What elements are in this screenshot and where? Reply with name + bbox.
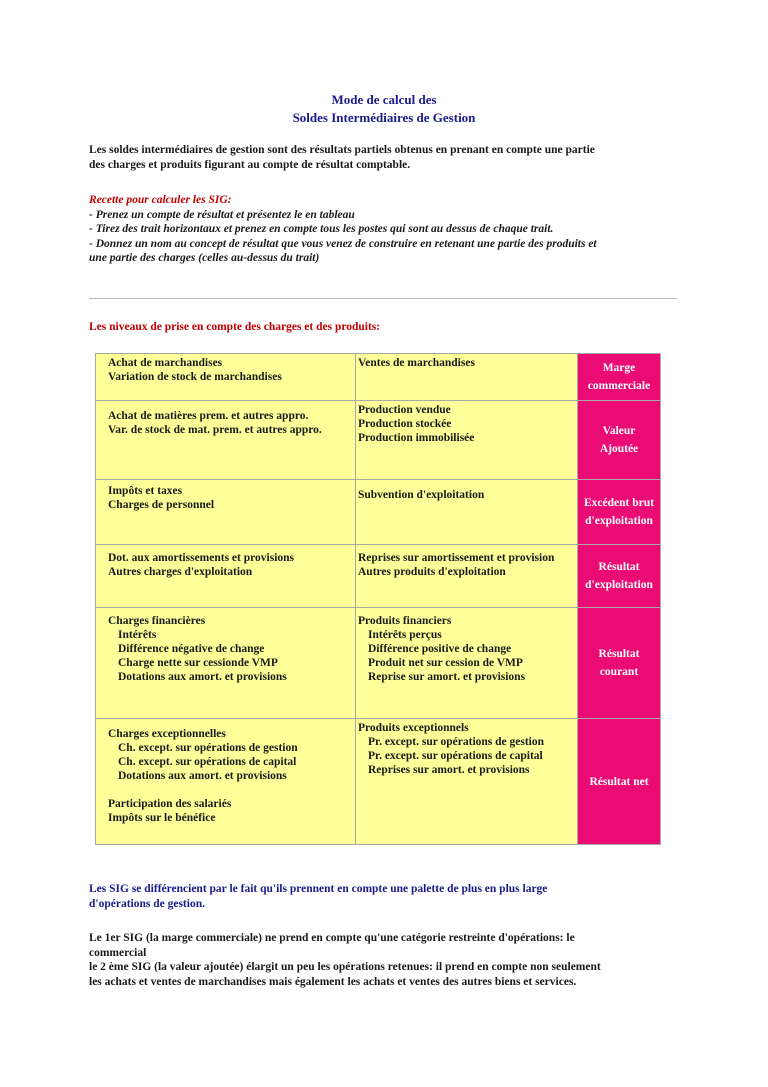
- produit-item: Ventes de marchandises: [358, 357, 475, 369]
- produit-item: Différence positive de change: [368, 643, 512, 655]
- recette-step: - Donnez un nom au concept de résultat que vous venez de construire en retenant une partie des produits et: [89, 237, 597, 250]
- produit-item: Intérêts perçus: [368, 629, 442, 641]
- produit-heading: Produits exceptionnels: [358, 722, 469, 734]
- produit-item: Pr. except. sur opérations de capital: [368, 750, 543, 762]
- produit-item: Reprises sur amort. et provisions: [368, 764, 530, 776]
- result-label: Résultat net: [589, 775, 649, 788]
- charges-cell: [96, 545, 356, 608]
- intro-paragraph: [89, 143, 689, 172]
- recette-block: [89, 193, 689, 266]
- result-cell-valeur: [578, 401, 661, 480]
- result-cell-net: [578, 719, 661, 845]
- produit-heading: Produits financiers: [358, 615, 452, 627]
- result-label: commerciale: [587, 380, 651, 392]
- charge-item: Participation des salariés: [108, 798, 232, 810]
- produits-cell: [356, 719, 578, 845]
- result-cell-ebe: [578, 480, 661, 545]
- produits-cell: [356, 401, 578, 480]
- table-row: [96, 545, 661, 608]
- charge-item: Charges de personnel: [108, 499, 215, 511]
- produits-cell: [356, 608, 578, 719]
- result-label: Marge: [602, 362, 636, 374]
- sig-table: [95, 353, 661, 845]
- charge-item: Achat de matières prem. et autres appro.: [108, 410, 309, 422]
- recette-step: - Prenez un compte de résultat et présentez le en tableau: [89, 208, 355, 221]
- niveaux-heading: Les niveaux de prise en compte des charges et des produits:: [89, 321, 381, 333]
- charges-cell: [96, 719, 356, 845]
- conclusion-line: Les SIG se différencient par le fait qu'ils prennent en compte une palette de plus en plus large: [89, 883, 548, 895]
- charge-item: Variation de stock de marchandises: [108, 371, 282, 383]
- page-title-line-1: Mode de calcul des: [331, 92, 437, 107]
- result-label: Excédent brut: [584, 497, 654, 509]
- charges-cell: [96, 608, 356, 719]
- table-row: [96, 719, 661, 845]
- final-line: commercial: [89, 946, 147, 959]
- result-label: Ajoutée: [599, 443, 639, 455]
- intro-line: des charges et produits figurant au compte de résultat comptable.: [89, 158, 411, 171]
- produit-item: Reprise sur amort. et provisions: [368, 671, 526, 683]
- produit-item: Production vendue: [358, 404, 451, 416]
- charges-cell: [96, 401, 356, 480]
- recette-heading: Recette pour calculer les SIG:: [89, 194, 232, 206]
- charge-item: Différence négative de change: [118, 643, 265, 655]
- produit-item: Production stockée: [358, 418, 452, 430]
- table-row: [96, 608, 661, 719]
- charge-item: Intérêts: [118, 629, 157, 641]
- table-row: [96, 401, 661, 480]
- final-line: Le 1er SIG (la marge commerciale) ne prend en compte qu'une catégorie restreinte d'opérations: le: [89, 932, 575, 944]
- produits-cell: [356, 480, 578, 545]
- produit-item: Autres produits d'exploitation: [358, 566, 506, 578]
- charge-item: Autres charges d'exploitation: [108, 566, 253, 578]
- charge-item: Impôts et taxes: [108, 485, 183, 497]
- result-label: Résultat: [598, 561, 640, 573]
- result-cell-exploitation: [578, 545, 661, 608]
- produit-item: Production immobilisée: [358, 432, 475, 444]
- recette-step: une partie des charges (celles au-dessus du trait): [89, 252, 320, 264]
- final-line: les achats et ventes de marchandises mais également les achats et ventes des autres biens et services.: [89, 975, 577, 988]
- intro-line: Les soldes intermédiaires de gestion sont des résultats partiels obtenus en prenant en compte une partie: [89, 144, 595, 156]
- result-label: d'exploitation: [585, 579, 653, 591]
- result-label: d'exploitation: [585, 515, 653, 527]
- charge-item: Ch. except. sur opérations de capital: [118, 756, 297, 768]
- horizontal-divider: [89, 298, 677, 299]
- produits-cell: [356, 354, 578, 401]
- charge-heading: Charges financières: [108, 615, 206, 627]
- charge-item: Achat de marchandises: [108, 357, 223, 369]
- charge-item: Var. de stock de mat. prem. et autres appro.: [108, 424, 322, 436]
- charge-item: Charge nette sur cessionde VMP: [118, 657, 278, 669]
- produit-item: Reprises sur amortissement et provision: [358, 552, 555, 564]
- charges-cell: [96, 480, 356, 545]
- charge-heading: Charges exceptionnelles: [108, 728, 226, 740]
- conclusion-line: d'opérations de gestion.: [89, 897, 205, 910]
- table-row: [96, 480, 661, 545]
- result-label: courant: [599, 666, 639, 678]
- produit-item: Pr. except. sur opérations de gestion: [368, 736, 545, 748]
- page-title-line-2: Soldes Intermédiaires de Gestion: [292, 110, 476, 125]
- table-row: [96, 354, 661, 401]
- charge-item: Ch. except. sur opérations de gestion: [118, 742, 298, 754]
- charge-item: Dotations aux amort. et provisions: [118, 770, 287, 782]
- result-cell-courant: [578, 608, 661, 719]
- charge-item: Dotations aux amort. et provisions: [118, 671, 287, 683]
- charges-cell: [96, 354, 356, 401]
- final-line: le 2 ème SIG (la valeur ajoutée) élargit un peu les opérations retenues: il prend en compte non seulement: [89, 961, 601, 973]
- final-paragraph: [89, 931, 689, 989]
- produits-cell: [356, 545, 578, 608]
- recette-step: - Tirez des trait horizontaux et prenez en compte tous les postes qui sont au dessus de chaque trait.: [89, 223, 554, 235]
- result-label: Résultat: [598, 648, 640, 660]
- result-cell-marge: [578, 354, 661, 401]
- produit-item: Produit net sur cession de VMP: [368, 657, 523, 669]
- result-label: Valeur: [602, 425, 636, 437]
- charge-item: Impôts sur le bénéfice: [108, 812, 216, 824]
- produit-item: Subvention d'exploitation: [358, 489, 485, 501]
- charge-item: Dot. aux amortissements et provisions: [108, 552, 295, 564]
- conclusion-paragraph: [89, 882, 689, 911]
